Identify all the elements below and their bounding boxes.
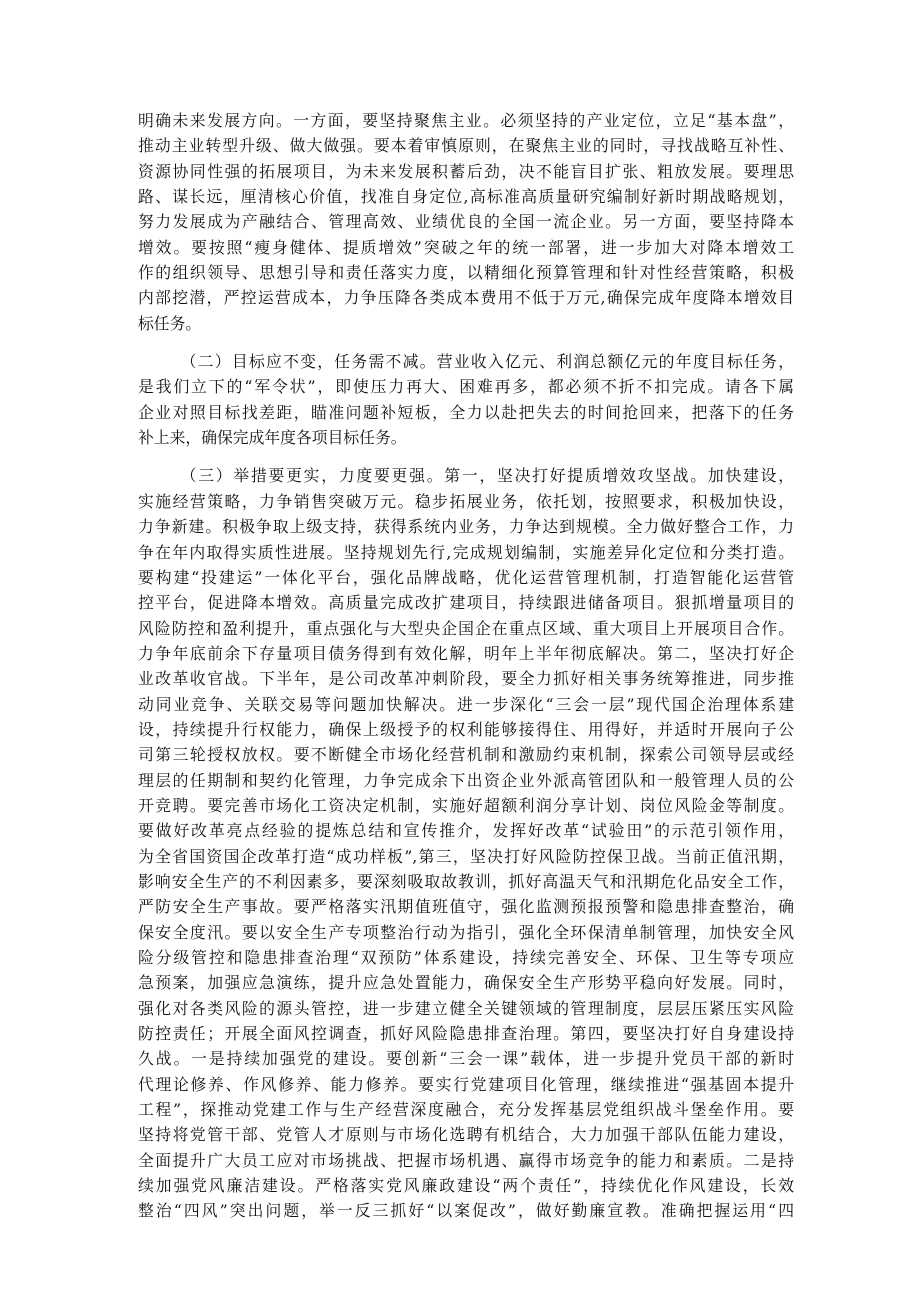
text-line: 保安全度汛。要以安全生产专项整治行动为指引，强化全环保清单制管理，加快安全风 <box>138 922 794 942</box>
text-line: 急预案，加强应急演练，提升应急处置能力，确保安全生产形势平稳向好发展。同时， <box>138 973 794 993</box>
text-line: 努力发展成为产融结合、管理高效、业绩优良的全国一流企业。另一方面，要坚持降本 <box>138 212 794 232</box>
text-line: 要构建“投建运”一体化平台，强化品牌战略，优化运营管理机制，打造智能化运营管 <box>138 567 794 587</box>
text-line: 企业对照目标找差距，瞄准问题补短板，全力以赴把失去的时间抢回来，把落下的任务 <box>138 402 794 422</box>
text-line: 要做好改革亮点经验的提炼总结和宣传推介，发挥好改革“试验田”的示范引领作用， <box>138 821 794 841</box>
text-line: 业改革收官战。下半年，是公司改革冲刺阶段，要全力抓好相关事务统筹推进，同步推 <box>138 669 794 689</box>
text-line: 风险防控和盈利提升，重点强化与大型央企国企在重点区域、重大项目上开展项目合作。 <box>138 618 794 638</box>
text-line: 影响安全生产的不利因素多，要深刻吸取故教训，抓好高温天气和汛期危化品安全工作， <box>138 871 794 891</box>
text-line: 为全省国资国企改革打造“成功样板”,第三，坚决打好风险防控保卫战。当前正值汛期， <box>138 846 794 866</box>
text-line: 增效。要按照“瘦身健体、提质增效”突破之年的统一部署，进一步加大对降本增效工 <box>138 237 794 257</box>
text-line: 路、谋长远，厘清核心价值，找准自身定位,高标准高质量研究编制好新时期战略规划， <box>138 187 794 207</box>
text-line: 司第三轮授权放权。要不断健全市场化经营机制和激励约束机制，探索公司领导层或经 <box>138 745 794 765</box>
text-line: 坚持将党管干部、党管人才原则与市场化选聘有机结合，大力加强干部队伍能力建设， <box>138 1125 794 1145</box>
text-line: 内部挖潜，严控运营成本，力争压降各类成本费用不低于万元,确保完成年度降本增效目 <box>138 288 794 308</box>
text-line: 争在年内取得实质性进展。坚持规划先行,完成规划编制，实施差异化定位和分类打造。 <box>138 542 794 562</box>
text-line: 控平台，促进降本增效。高质量完成改扩建项目，持续跟进储备项目。狠抓增量项目的 <box>138 593 794 613</box>
text-line: 明确未来发展方向。一方面，要坚持聚焦主业。必须坚持的产业定位，立足“基本盘”， <box>138 111 794 130</box>
text-line: 险分级管控和隐患排查治理“双预防”体系建设，持续完善安全、环保、卫生等专项应 <box>138 948 794 967</box>
text-line: 工程”，探推动党建工作与生产经营深度融合，充分发挥基层党组织战斗堡垒作用。要 <box>138 1100 794 1120</box>
text-line: （二）目标应不变，任务需不减。营业收入亿元、利润总额亿元的年度目标任务， <box>180 352 794 372</box>
text-line: 强化对各类风险的源头管控，进一步建立健全关键领域的管理制度，层层压紧压实风险 <box>138 998 794 1018</box>
paragraph-spacer <box>138 336 794 349</box>
text-line: 实施经营策略，力争销售突破万元。稳步拓展业务，依托划，按照要求，积极加快设， <box>138 491 794 511</box>
text-line: 力争年底前余下存量项目债务得到有效化解，明年上半年彻底解决。第二，坚决打好企 <box>138 643 794 663</box>
text-line: （三）举措要更实，力度要更强。第一，坚决打好提质增效攻坚战。加快建设， <box>180 466 794 486</box>
text-line: 推动主业转型升级、做大做强。要本着审慎原则，在聚焦主业的同时，寻找战略互补性、 <box>138 136 794 156</box>
text-line: 久战。一是持续加强党的建设。要创新“三会一课”载体，进一步提升党员干部的新时 <box>138 1049 794 1069</box>
text-line: 整治“四风”突出问题，举一反三抓好“以案促改”，做好勤廉宣教。准确把握运用“四 <box>138 1201 794 1221</box>
text-line: 防控责任；开展全面风控调查，抓好风险隐患排查治理。第四，要坚决打好自身建设持 <box>138 1024 794 1044</box>
text-line: 资源协同性强的拓展项目，为未来发展积蓄后劲，决不能盲目扩张、粗放发展。要理思 <box>138 161 794 181</box>
text-line: 标任务。 <box>138 313 202 333</box>
text-line: 全面提升广大员工应对市场挑战、把握市场机遇、赢得市场竞争的能力和素质。二是持 <box>138 1150 794 1170</box>
paragraph-1 <box>138 108 794 336</box>
text-line: 是我们立下的“军令状”，即使压力再大、困难再多，都必须不折不扣完成。请各下属 <box>138 377 794 397</box>
text-line: 理层的任期制和契约化管理，力争完成余下出资企业外派高管团队和一般管理人员的公 <box>138 770 794 790</box>
text-line: 力争新建。积极争取上级支持，获得系统内业务，力争达到规模。全力做好整合工作，力 <box>138 517 794 537</box>
text-line: 补上来，确保完成年度各项目标任务。 <box>138 428 407 448</box>
text-line: 严防安全生产事故。要严格落实汛期值班值守，强化监测预报预警和隐患排查整治，确 <box>138 897 794 917</box>
text-line: 开竞聘。要完善市场化工资决定机制，实施好超额利润分享计划、岗位风险金等制度。 <box>138 795 794 815</box>
paragraph-3 <box>138 463 794 1223</box>
paragraph-spacer <box>138 450 794 463</box>
document-page <box>138 108 794 1224</box>
text-line: 代理论修养、作风修养、能力修养。要实行党建项目化管理，继续推进“强基固本提升 <box>138 1074 794 1094</box>
text-line: 设，持续提升行权能力，确保上级授予的权利能够接得住、用得好，并适时开展向子公 <box>138 719 794 739</box>
text-line: 动同业竞争、关联交易等问题加快解决。进一步深化“三会一层”现代国企治理体系建 <box>138 694 794 714</box>
text-line: 作的组织领导、思想引导和责任落实力度，以精细化预算管理和针对性经营策略，积极 <box>138 263 794 283</box>
text-line: 续加强党风廉洁建设。严格落实党风廉政建设“两个责任”，持续优化作风建设，长效 <box>138 1176 794 1196</box>
paragraph-2 <box>138 349 794 450</box>
